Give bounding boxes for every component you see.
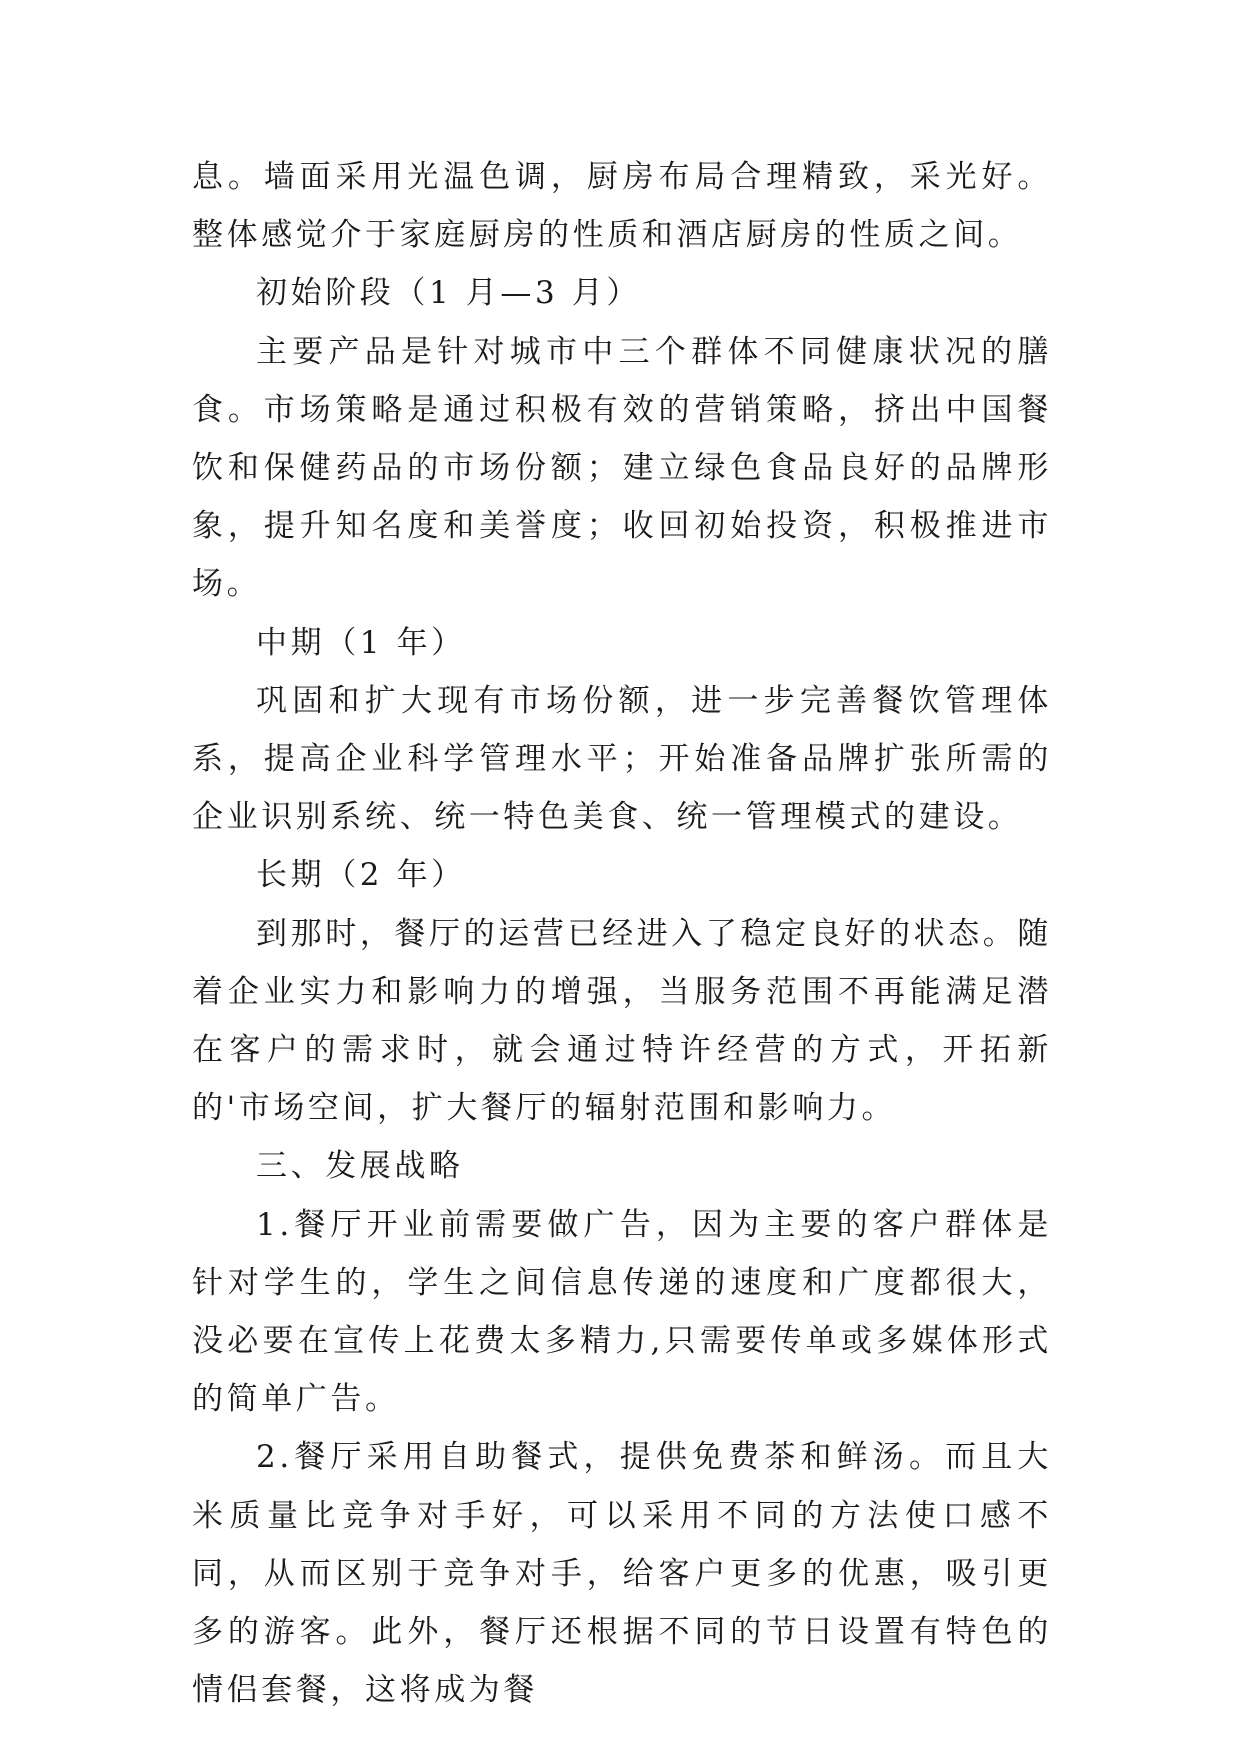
document-body bbox=[192, 148, 1052, 1719]
paragraph-continuation: 息。墙面采用光温色调，厨房布局合理精致，采光好。整体感觉介于家庭厨房的性质和酒店厨房的性质之间。 bbox=[192, 159, 1052, 254]
paragraph-strategy-2: 2.餐厅采用自助餐式，提供免费茶和鲜汤。而且大米质量比竞争对手好，可以采用不同的方法使口感不同，从而区别于竞争对手，给客户更多的优惠，吸引更多的游客。此外，餐厅还根据不同的节日设置有特色的情侣套餐，这将成为餐 bbox=[192, 1439, 1052, 1709]
paragraph-strategy-1: 1.餐厅开业前需要做广告，因为主要的客户群体是针对学生的，学生之间信息传递的速度和广度都很大，没必要在宣传上花费太多精力,只需要传单或多媒体形式的简单广告。 bbox=[192, 1206, 1052, 1418]
heading-mid-term: 中期（1 年） bbox=[256, 624, 466, 661]
paragraph-mid-term: 巩固和扩大现有市场份额，进一步完善餐饮管理体系，提高企业科学管理水平；开始准备品牌扩张所需的企业识别系统、统一特色美食、统一管理模式的建设。 bbox=[192, 682, 1052, 836]
paragraph-long-term: 到那时，餐厅的运营已经进入了稳定良好的状态。随着企业实力和影响力的增强，当服务范围不再能满足潜在客户的需求时，就会通过特许经营的方式，开拓新的'市场空间，扩大餐厅的辐射范围和影响力。 bbox=[192, 915, 1052, 1127]
paragraph-initial-stage: 主要产品是针对城市中三个群体不同健康状况的膳食。市场策略是通过积极有效的营销策略，挤出中国餐饮和保健药品的市场份额；建立绿色食品良好的品牌形象，提升知名度和美誉度；收回初始投资，积极推进市场。 bbox=[192, 333, 1052, 603]
heading-initial-stage: 初始阶段（1 月—3 月） bbox=[256, 275, 641, 312]
heading-long-term: 长期（2 年） bbox=[256, 857, 466, 894]
heading-development-strategy: 三、发展战略 bbox=[256, 1148, 464, 1185]
